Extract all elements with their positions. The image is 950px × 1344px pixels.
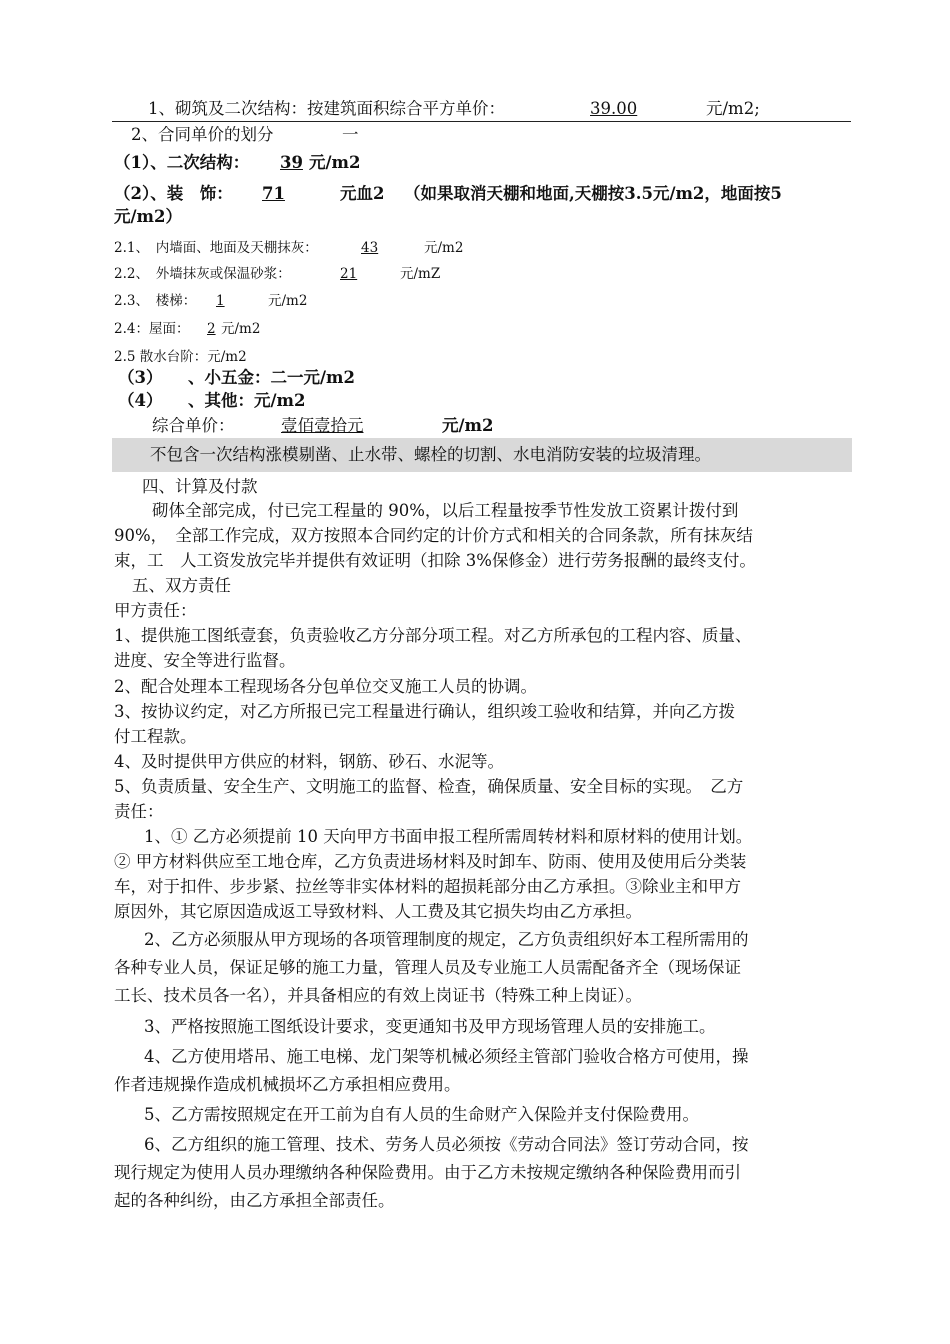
masonry-value: 39.00 — [590, 99, 638, 118]
other-num: （4） — [118, 391, 163, 410]
exclusion-text: 不包含一次结构涨模剔凿、止水带、螺栓的切割、水电消防安装的垃圾清理。 — [150, 445, 711, 464]
section-4-heading: 四、计算及付款 — [142, 477, 258, 496]
total-price-value: 壹佰壹拾元 — [281, 416, 364, 435]
party-a-1-line-2: 进度、安全等进行监督。 — [114, 651, 296, 670]
exclusion-band — [112, 438, 852, 472]
item-2-2-value: 21 — [340, 266, 358, 282]
hardware-num: （3） — [118, 368, 163, 387]
party-b-6-line-3: 起的各种纠纷，由乙方承担全部责任。 — [114, 1191, 395, 1210]
party-a-1-line-1: 1、提供施工图纸壹套，负责验收乙方分部分项工程。对乙方所承包的工程内容、质量、 — [114, 626, 752, 645]
party-b-4-line-2: 作者违规操作造成机械损坏乙方承担相应费用。 — [114, 1075, 461, 1094]
hardware-label: 、小五金：二一元/m2 — [188, 368, 355, 387]
party-b-1-line-2: ② 甲方材料供应至工地仓库，乙方负责进场材料及时卸车、防雨、使用及使用后分类装 — [114, 852, 747, 871]
decoration-unit: 元血2 — [340, 184, 385, 203]
item-2-2-label: 2.2、 外墙抹灰或保温砂浆： — [114, 266, 291, 282]
party-b-4-line-1: 4、乙方使用塔吊、施工电梯、龙门架等机械必须经主管部门验收合格方可使用，操 — [144, 1047, 749, 1066]
masonry-label: 1、砌筑及二次结构：按建筑面积综合平方单价： — [148, 99, 505, 118]
party-b-3: 3、严格按照施工图纸设计要求，变更通知书及甲方现场管理人员的安排施工。 — [144, 1017, 716, 1036]
total-price-unit: 元/m2 — [442, 416, 494, 435]
heading-dash: 一 — [342, 125, 359, 144]
party-b-heading: 责任： — [114, 802, 164, 821]
item-2-1-unit: 元/m2 — [424, 240, 464, 256]
item-2-4-unit: 元/m2 — [221, 321, 261, 337]
payment-line-1: 砌体全部完成，付已完工程量的 90%，以后工程量按季节性发放工资累计拨付到 — [152, 501, 739, 520]
party-a-3-line-1: 3、按协议约定，对乙方所报已完工程量进行确认，组织竣工验收和结算，并向乙方拨 — [114, 702, 735, 721]
party-b-2-line-2: 各种专业人员，保证足够的施工力量，管理人员及专业施工人员需配备齐全（现场保证 — [114, 958, 741, 977]
line-masonry-price — [148, 98, 505, 120]
item-2-4-value: 2 — [207, 321, 216, 337]
item-2-4-label: 2.4：屋面： — [114, 321, 190, 337]
party-b-6-line-1: 6、乙方组织的施工管理、技术、劳务人员必须按《劳动合同法》签订劳动合同，按 — [144, 1135, 749, 1154]
secondary-structure-label: （1）、二次结构： — [114, 153, 250, 172]
section-5-heading: 五、双方责任 — [132, 576, 231, 595]
party-a-4: 4、及时提供甲方供应的材料，钢筋、砂石、水泥等。 — [114, 752, 504, 771]
party-b-2-line-1: 2、乙方必须服从甲方现场的各项管理制度的规定，乙方负责组织好本工程所需用的 — [144, 930, 749, 949]
contract-price-heading: 2、合同单价的划分 — [131, 125, 274, 144]
party-a-2: 2、配合处理本工程现场各分包单位交叉施工人员的协调。 — [114, 677, 537, 696]
horizontal-rule — [112, 121, 851, 122]
party-b-1-line-3: 车，对于扣件、步步紧、拉丝等非实体材料的超损耗部分由乙方承担。③除业主和甲方 — [114, 877, 741, 896]
secondary-structure-value: 39 — [280, 153, 303, 172]
item-2-3-value: 1 — [216, 293, 225, 309]
party-a-5-line-1: 5、负责质量、安全生产、文明施工的监督、检查，确保质量、安全目标的实现。 乙方 — [114, 777, 744, 796]
item-2-2-unit: 元/mZ — [400, 266, 441, 282]
decoration-note: （如果取消天棚和地面,天棚按3.5元/m2，地面按5 — [404, 184, 782, 203]
item-2-5-label: 2.5 散水台阶：元/m2 — [114, 349, 247, 365]
party-b-2-line-3: 工长、技术员各一名），并具备相应的有效上岗证书（特殊工种上岗证）。 — [114, 986, 642, 1005]
payment-line-3: 束，工 人工资发放完毕并提供有效证明（扣除 3%保修金）进行劳务报酬的最终支付。 — [114, 551, 756, 570]
masonry-unit: 元/m2; — [706, 99, 760, 118]
party-a-3-line-2: 付工程款。 — [114, 727, 197, 746]
party-a-heading: 甲方责任： — [114, 601, 197, 620]
party-b-6-line-2: 现行规定为使用人员办理缴纳各种保险费用。由于乙方未按规定缴纳各种保险费用而引 — [114, 1163, 741, 1182]
item-2-3-label: 2.3、 楼梯： — [114, 293, 197, 309]
decoration-label: （2）、装 饰： — [114, 184, 233, 203]
total-price-label: 综合单价： — [152, 416, 235, 435]
party-b-1-line-1: 1、① 乙方必须提前 10 天向甲方书面申报工程所需周转材料和原材料的使用计划。 — [144, 827, 753, 846]
decoration-value: 71 — [262, 184, 285, 203]
secondary-structure-unit: 元/m2 — [309, 153, 361, 172]
decoration-note-cont: 元/m2） — [114, 207, 182, 226]
item-2-1-value: 43 — [361, 240, 379, 256]
payment-line-2: 90%， 全部工作完成，双方按照本合同约定的计价方式和相关的合同条款，所有抹灰结 — [114, 526, 753, 545]
party-b-5: 5、乙方需按照规定在开工前为自有人员的生命财产入保险并支付保险费用。 — [144, 1105, 699, 1124]
item-2-3-unit: 元/m2 — [268, 293, 308, 309]
item-2-1-label: 2.1、 内墙面、地面及天棚抹灰： — [114, 240, 318, 256]
party-b-1-line-4: 原因外，其它原因造成返工导致材料、人工费及其它损失均由乙方承担。 — [114, 902, 642, 921]
other-label: 、其他：元/m2 — [188, 391, 306, 410]
